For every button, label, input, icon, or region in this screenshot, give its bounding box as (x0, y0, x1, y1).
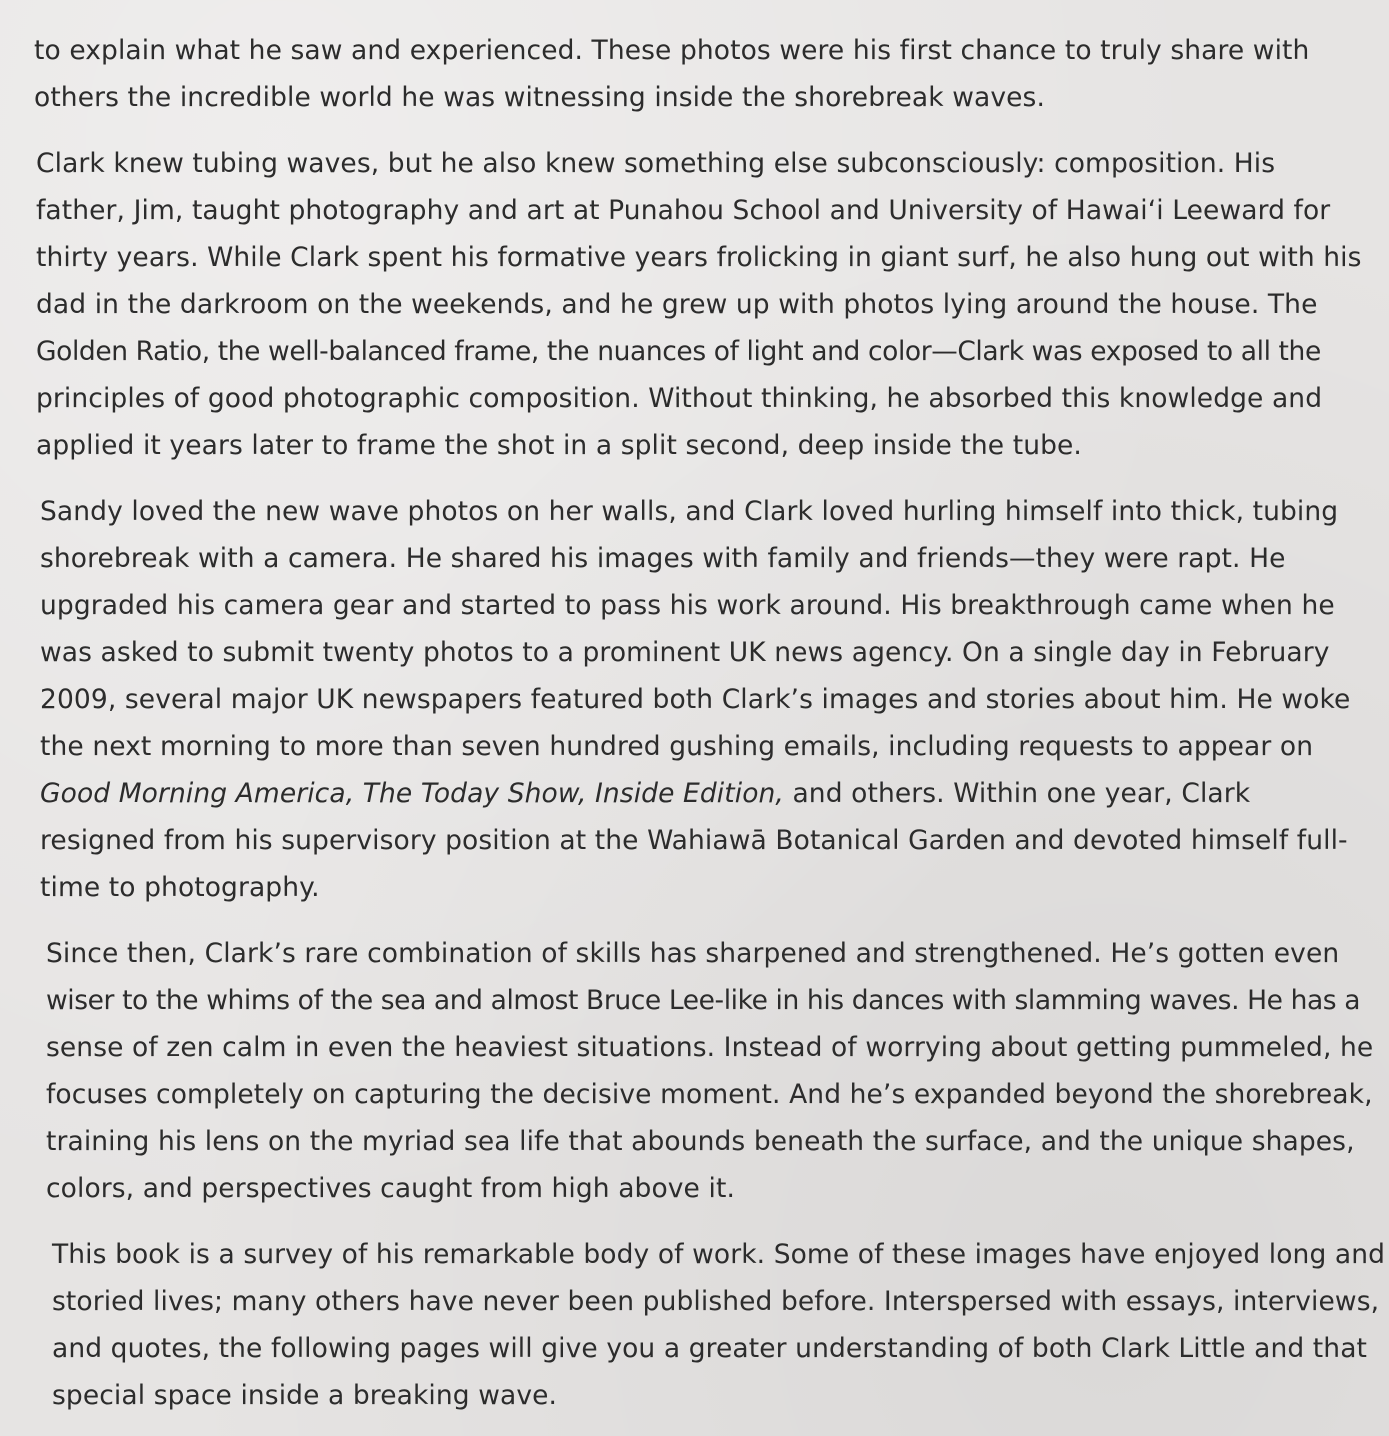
text-line: thirty years. While Clark spent his formative years frolicking in giant surf, he also hung out with his (36, 242, 1362, 273)
text-line: dad in the darkroom on the weekends, and he grew up with photos lying around the house. The (36, 289, 1318, 320)
paragraph-2 (34, 140, 1367, 469)
text-line: shorebreak with a camera. He shared his images with family and friends—they were rapt. He (40, 543, 1286, 574)
text-line: resigned from his supervisory position at the Wahiawā Botanical Garden and devoted himself full- (40, 825, 1348, 856)
text-line: principles of good photographic composition. Without thinking, he absorbed this knowledge and (36, 383, 1323, 414)
text-line: Sandy loved the new wave photos on her walls, and Clark loved hurling himself into thick, tubing (40, 496, 1339, 527)
text-line: father, Jim, taught photography and art at Punahou School and University of Hawaiʻi Leeward for (36, 195, 1331, 226)
text-line: applied it years later to frame the shot in a split second, deep inside the tube. (36, 430, 1082, 461)
text-line: was asked to submit twenty photos to a prominent UK news agency. On a single day in February (40, 637, 1330, 668)
italic-show-titles: Good Morning America, The Today Show, Inside Edition, (40, 778, 784, 809)
paragraph-4 (34, 930, 1374, 1212)
text-line-rest: and others. Within one year, Clark (783, 778, 1251, 809)
paragraph-5 (34, 1231, 1386, 1419)
text-line: Golden Ratio, the well-balanced frame, the nuances of light and color—Clark was exposed to all the (36, 336, 1321, 367)
text-line: the next morning to more than seven hundred gushing emails, including requests to appear on (40, 731, 1314, 762)
paragraph-1 (34, 27, 1367, 121)
text-line: special space inside a breaking wave. (52, 1380, 558, 1411)
text-line: and quotes, the following pages will give you a greater understanding of both Clark Little and that (52, 1333, 1368, 1364)
text-line: focuses completely on capturing the decisive moment. And he’s expanded beyond the shorebreak, (46, 1079, 1373, 1110)
text-line: training his lens on the myriad sea life that abounds beneath the surface, and the unique shapes, (46, 1126, 1355, 1157)
paragraph-3 (34, 488, 1367, 911)
text-line: upgraded his camera gear and started to pass his work around. His breakthrough came when he (40, 590, 1335, 621)
text-line: Since then, Clark’s rare combination of skills has sharpened and strengthened. He’s gotten even (46, 938, 1340, 969)
text-line: to explain what he saw and experienced. These photos were his first chance to truly share with (34, 35, 1310, 66)
text-line: others the incredible world he was witnessing inside the shorebreak waves. (34, 82, 1045, 113)
text-line: time to photography. (40, 872, 320, 903)
text-line: storied lives; many others have never been published before. Interspersed with essays, interviews, (52, 1286, 1380, 1317)
text-line-with-italics (40, 770, 1367, 817)
text-line: sense of zen calm in even the heaviest situations. Instead of worrying about getting pummeled, he (46, 1032, 1374, 1063)
text-line: 2009, several major UK newspapers featured both Clark’s images and stories about him. He woke (40, 684, 1351, 715)
text-line: wiser to the whims of the sea and almost Bruce Lee-like in his dances with slamming waves. He has a (46, 985, 1361, 1016)
text-line: Clark knew tubing waves, but he also knew something else subconsciously: composition. His (36, 148, 1276, 179)
text-line: colors, and perspectives caught from high above it. (46, 1173, 735, 1204)
text-line: This book is a survey of his remarkable body of work. Some of these images have enjoyed long and (52, 1239, 1386, 1270)
